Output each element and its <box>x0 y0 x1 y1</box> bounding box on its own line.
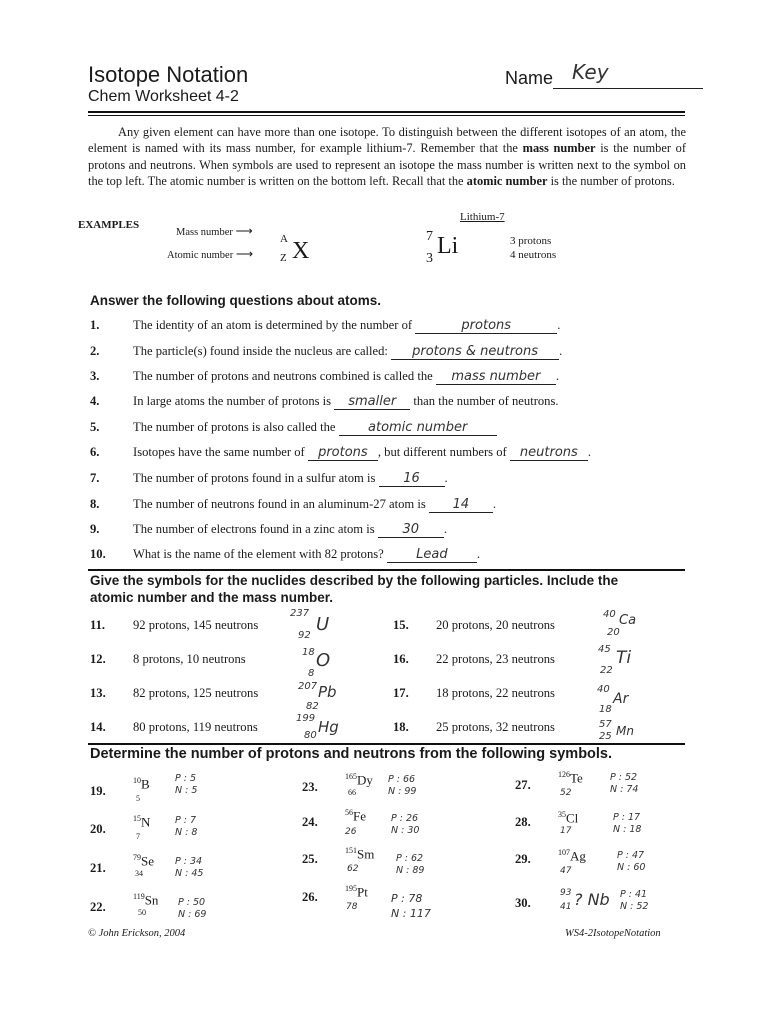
symbol-number: 29. <box>515 852 531 866</box>
isotope-atomic-number: 17 <box>560 826 572 836</box>
isotope-atomic-number: 62 <box>347 864 359 874</box>
proton-neutron-answer: P : 62 N : 89 <box>396 853 425 876</box>
isotope-atomic-number: 66 <box>348 788 356 797</box>
generic-element-symbol: X <box>292 238 310 264</box>
nuclide-number: 13. <box>90 686 106 700</box>
nuclide-symbol-answer: Pb <box>318 683 337 701</box>
proton-neutron-answer: P : 7 N : 8 <box>175 815 198 838</box>
section-divider <box>88 569 685 571</box>
worksheet-subtitle: Chem Worksheet 4-2 <box>88 88 239 105</box>
isotope-atomic-number: 52 <box>560 788 572 798</box>
proton-neutron-answer: P : 41 N : 52 <box>620 889 649 912</box>
isotope-atomic-number: 41 <box>560 902 572 912</box>
mass-number-label: Mass number ⟶ <box>176 224 253 238</box>
copyright-footer: © John Erickson, 2004 <box>88 928 186 939</box>
answer-blank[interactable]: mass number <box>436 369 556 385</box>
answer-blank[interactable]: protons <box>415 318 557 334</box>
section1-heading: Answer the following questions about atoms. <box>90 293 382 308</box>
answer-blank[interactable]: 14 <box>429 497 493 513</box>
symbol-number: 28. <box>515 815 531 829</box>
isotope-symbol: $^{79}$Se <box>133 853 154 869</box>
nuclide-symbol-answer: Hg <box>318 718 339 736</box>
nuclide-mass-answer: 40 <box>597 684 610 695</box>
symbol-number: 19. <box>90 784 106 798</box>
symbol-number: 27. <box>515 778 531 792</box>
nuclide-description: 18 protons, 22 neutrons <box>436 686 555 700</box>
proton-neutron-answer: P : 26 N : 30 <box>391 813 420 836</box>
nuclide-symbol-answer: Ti <box>616 648 632 668</box>
lithium-atomic-number: 3 <box>426 251 433 266</box>
isotope-mass-number: 93 <box>560 888 572 898</box>
nuclide-mass-answer: 237 <box>290 608 310 619</box>
generic-mass-symbol: A <box>280 233 288 245</box>
nuclide-description: 25 protons, 32 neutrons <box>436 720 555 734</box>
nuclide-description: 80 protons, 119 neutrons <box>133 720 258 734</box>
proton-neutron-answer: P : 34 N : 45 <box>175 856 204 879</box>
nuclide-number: 17. <box>393 686 409 700</box>
nuclide-number: 15. <box>393 618 409 632</box>
nuclide-symbol-answer: Ca <box>619 613 637 628</box>
nuclide-description: 8 protons, 10 neutrons <box>133 652 246 666</box>
symbol-number: 21. <box>90 861 106 875</box>
name-label: Name <box>505 68 554 88</box>
examples-label: EXAMPLES <box>78 219 140 231</box>
nuclide-symbol-answer: O <box>316 650 331 671</box>
proton-neutron-answer: P : 78 N : 117 <box>391 892 431 920</box>
nuclide-mass-answer: 207 <box>298 681 318 692</box>
section-divider <box>88 743 685 745</box>
header-divider-thin <box>88 115 685 116</box>
lithium-mass-number: 7 <box>426 229 433 244</box>
nuclide-mass-answer: 40 <box>603 609 616 620</box>
nuclide-atomic-answer: 22 <box>600 665 613 676</box>
nuclide-number: 16. <box>393 652 409 666</box>
worksheet-title: Isotope Notation <box>88 62 249 87</box>
answer-blank[interactable]: Lead <box>387 547 477 563</box>
nuclide-symbol-answer: Ar <box>613 691 629 707</box>
nuclide-description: 20 protons, 20 neutrons <box>436 618 555 632</box>
nuclide-atomic-answer: 8 <box>308 668 315 679</box>
worksheet-code-footer: WS4-2IsotopeNotation <box>565 928 661 939</box>
symbol-number: 25. <box>302 852 318 866</box>
proton-neutron-answer: P : 17 N : 18 <box>613 812 642 835</box>
name-field[interactable] <box>553 88 703 89</box>
nuclide-mass-answer: 57 <box>599 719 612 730</box>
isotope-symbol: $^{35}$Cl <box>558 810 579 826</box>
isotope-symbol: $^{15}$N <box>133 814 151 830</box>
nuclide-atomic-answer: 18 <box>599 704 612 715</box>
proton-neutron-answer: P : 52 N : 74 <box>610 772 639 795</box>
name-value: Key <box>572 60 609 84</box>
nuclide-symbol-answer: U <box>316 614 330 635</box>
answer-blank[interactable]: atomic number <box>339 420 497 436</box>
nuclide-atomic-answer: 80 <box>304 730 317 741</box>
isotope-atomic-number: 78 <box>346 902 358 912</box>
nuclide-symbol-answer: Mn <box>616 724 634 738</box>
isotope-symbol: $^{126}$Te <box>558 770 583 786</box>
nuclide-atomic-answer: 82 <box>306 701 319 712</box>
symbol-number: 26. <box>302 890 318 904</box>
isotope-symbol: $^{165}$Dy <box>345 772 373 788</box>
proton-neutron-answer: P : 66 N : 99 <box>388 774 417 797</box>
nuclide-number: 18. <box>393 720 409 734</box>
isotope-symbol: $^{119}$Sn <box>133 892 159 908</box>
isotope-atomic-number: 7 <box>136 832 140 841</box>
generic-atomic-symbol: Z <box>280 252 287 264</box>
nuclide-description: 92 protons, 145 neutrons <box>133 618 259 632</box>
atomic-number-label: Atomic number ⟶ <box>167 247 254 261</box>
nuclide-atomic-answer: 20 <box>607 627 620 638</box>
nuclide-number: 11. <box>90 618 106 632</box>
isotope-atomic-number: 26 <box>345 827 357 837</box>
nuclide-atomic-answer: 25 <box>599 731 612 742</box>
lithium-particle-counts: 3 protons 4 neutrons <box>510 235 557 261</box>
nuclide-number: 12. <box>90 652 106 666</box>
answer-blank[interactable]: protons & neutrons <box>391 344 559 360</box>
section3-heading: Determine the number of protons and neutrons from the following symbols. <box>90 746 613 762</box>
symbol-number: 22. <box>90 900 106 914</box>
intro-paragraph: Any given element can have more than one isotope. To distinguish between the different isotopes of an atom, the element is named with its mass number, for example lithium-7. Remember that the mass number is the number of protons and neutrons. When symbols are used to represent an isotope the mass number is written next to the symbol on the top left. The atomic number is written on the bottom left. Recall that the atomic number is the number of protons. <box>88 125 686 189</box>
answer-blank[interactable]: protons <box>308 445 378 461</box>
nuclide-description: 22 protons, 23 neutrons <box>436 652 555 666</box>
answer-blank[interactable]: 16 <box>379 471 445 487</box>
nuclide-mass-answer: 45 <box>598 644 611 655</box>
symbol-number: 24. <box>302 815 318 829</box>
nuclide-number: 14. <box>90 720 106 734</box>
symbol-number: 23. <box>302 780 318 794</box>
symbol-number: 30. <box>515 896 531 910</box>
isotope-atomic-number: 5 <box>136 794 140 803</box>
isotope-symbol: $^{10}$B <box>133 776 150 792</box>
section2-heading: Give the symbols for the nuclides described by the following particles. Include the atomic number and the mass number. <box>90 573 619 605</box>
answer-blank[interactable]: smaller <box>334 394 410 410</box>
nuclide-description: 82 protons, 125 neutrons <box>133 686 259 700</box>
isotope-symbol: ? Nb <box>574 890 610 909</box>
lithium-symbol: Li <box>437 233 459 259</box>
answer-blank[interactable]: neutrons <box>510 445 588 461</box>
answer-blank[interactable]: 30 <box>378 522 444 538</box>
isotope-atomic-number: 47 <box>560 866 572 876</box>
isotope-symbol: $^{107}$Ag <box>558 848 586 864</box>
isotope-symbol: $^{195}$Pt <box>345 884 368 900</box>
isotope-atomic-number: 34 <box>135 869 143 878</box>
symbol-number: 20. <box>90 822 106 836</box>
proton-neutron-answer: P : 47 N : 60 <box>617 850 646 873</box>
isotope-atomic-number: 50 <box>138 908 146 917</box>
nuclide-mass-answer: 199 <box>296 713 316 724</box>
isotope-symbol: $^{56}$Fe <box>345 808 366 824</box>
nuclide-mass-answer: 18 <box>302 647 315 658</box>
isotope-symbol: $^{151}$Sm <box>345 846 375 862</box>
proton-neutron-answer: P : 50 N : 69 <box>178 897 207 920</box>
lithium-7-title: Lithium-7 <box>460 211 505 223</box>
nuclide-atomic-answer: 92 <box>298 630 311 641</box>
proton-neutron-answer: P : 5 N : 5 <box>175 773 198 796</box>
header-divider <box>88 111 685 113</box>
